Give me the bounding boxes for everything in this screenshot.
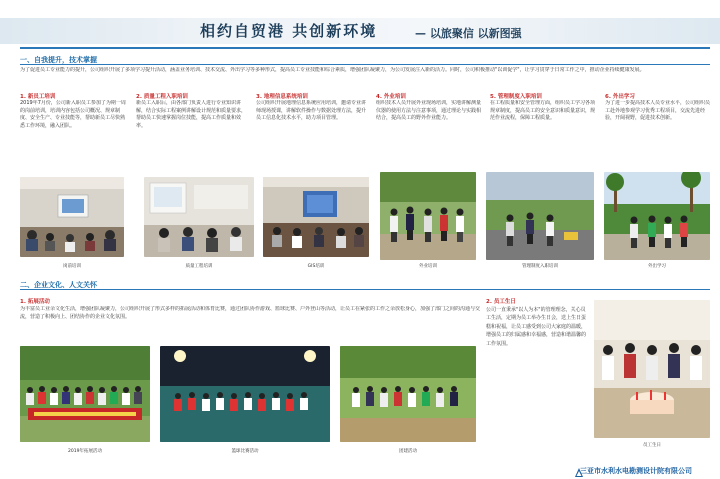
column-4-title: 4. 外业培训 — [376, 94, 406, 100]
caption-basketball-game: 篮球比赛活动 — [231, 449, 259, 454]
header-rule — [20, 47, 710, 49]
caption-orientation-training: 岗前培训 — [63, 264, 81, 269]
photo-quality-training — [144, 177, 254, 257]
caption-outdoor-group: 团建活动 — [399, 449, 417, 454]
column-3-title: 3. 地理信息系统培训 — [256, 94, 308, 100]
photo-basketball-game — [160, 346, 330, 442]
photo-external-study — [604, 172, 710, 260]
photo-field-training — [380, 172, 476, 260]
section-1-rule — [20, 64, 710, 65]
subsection-activities-text: 为丰富员工业余文化生活，增强团队凝聚力，公司组织开展了形式多样的拓展活动和体育比赛，通过团队协作游戏、篮球比赛、户外登山等活动，让员工在紧张的工作之余放松身心，加强了部门之间的沟通与交流，营造了积极向上、团结协作的企业文化氛围。 — [20, 306, 480, 320]
section-2-title: 二、企业文化、人文关怀 — [20, 281, 97, 289]
section-2-rule — [20, 289, 710, 290]
column-6-title: 6. 外出学习 — [605, 94, 635, 100]
caption-external-study: 外出学习 — [648, 264, 666, 269]
caption-quality-training: 质量工程培训 — [185, 264, 213, 269]
caption-birthday-party: 员工生日 — [643, 443, 661, 448]
section-1-title: 一、自我提升，技术掌握 — [20, 56, 97, 64]
banner-subtitle: — 以旅聚信 以新图强 — [415, 27, 522, 40]
column-2-title: 2. 质量工程入职培训 — [136, 94, 188, 100]
photo-orientation-training — [20, 177, 124, 257]
column-2-text: 新员工入职后，由各部门负责人进行专业知识讲解，结合实际工程案例讲解设计规范和质量要求，帮助员工快速掌握岗位技能，提高工作质量和效率。 — [136, 100, 246, 129]
photo-birthday-party — [594, 300, 710, 438]
photo-site-inspection — [486, 172, 594, 260]
photo-outdoor-group — [340, 346, 476, 442]
header-banner — [0, 0, 720, 46]
subsection-activities-title: 1. 拓展活动 — [20, 299, 50, 305]
caption-team-building: 2019年拓展活动 — [68, 449, 102, 454]
column-1-title: 1. 新员工培训 — [20, 94, 56, 100]
subsection-birthday-text: 公司一直秉承"以人为本"的管理理念，关心员工生活，定期为员工举办生日会，送上生日蛋糕和祝福，让员工感受到公司大家庭的温暖，增强员工的归属感和幸福感，营造和谐温馨的工作氛围。 — [486, 307, 586, 347]
column-3-text: 公司组织开展地理信息系统应用培训，邀请专业讲师现场授课，讲解软件操作与数据处理方法，提升员工信息化技术水平，助力项目管理。 — [256, 100, 366, 122]
column-1-text: 2019年7月份，公司新入职员工参加了为期一周的岗前培训，培训内容包括公司概况、规章制度、安全生产、专业技能等，帮助新员工尽快熟悉工作环境，融入团队。 — [20, 100, 126, 129]
caption-field-training: 外业培训 — [419, 264, 437, 269]
column-4-text: 组织技术人员开展外业现场培训，实地讲解测量仪器的使用方法与注意事项，通过理论与实践相结合，提高员工的野外作业能力。 — [376, 100, 482, 122]
column-6-text: 为了进一步提高技术人员专业水平，公司组织员工赴外地参观学习优秀工程项目，交流先进经验，开阔视野，促进技术创新。 — [605, 100, 710, 122]
caption-gis-training: GIS培训 — [307, 264, 325, 269]
photo-gis-training — [263, 177, 369, 257]
column-5-text: 在工程质量和安全管理方面，组织员工学习各项规章制度，提高员工的安全意识和质量意识，规范作业流程，保障工程质量。 — [490, 100, 596, 122]
footer-company-name: 三亚市水利水电勘测设计院有限公司 — [580, 467, 692, 475]
subsection-birthday-title: 2. 员工生日 — [486, 299, 516, 305]
section-1-intro: 为了促进员工专业能力的提升，公司组织开展了多项学习提升活动，涵盖业务培训、技术交流、外出学习等多种形式，提高员工专业技能和综合素质，增强团队凝聚力，为公司发展注入新的活力。同时，公司积极推动"以训促学"，让学习贯穿于日常工作之中，推动企业持续健康发展。 — [20, 67, 645, 73]
photo-team-building — [20, 346, 150, 442]
banner-title: 相约自贸港 共创新环境 — [200, 22, 378, 40]
column-5-title: 5. 管理制度入职培训 — [490, 94, 542, 100]
caption-site-inspection: 管理制度入职培训 — [522, 264, 558, 269]
